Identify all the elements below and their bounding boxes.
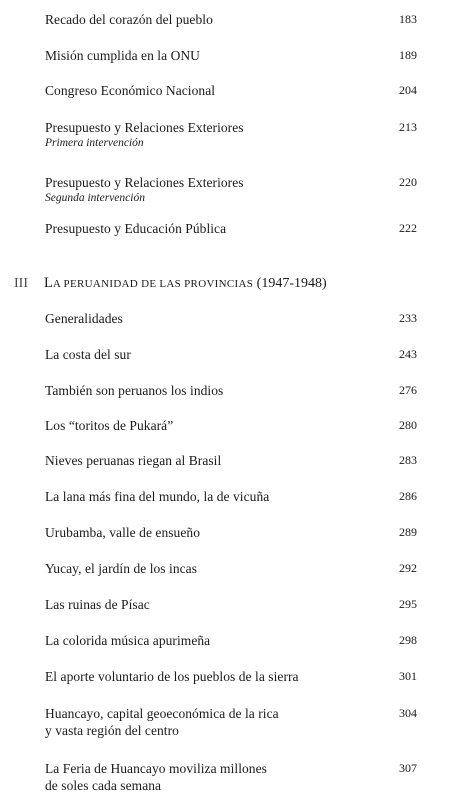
toc-entry-title: La costa del sur — [45, 347, 131, 362]
toc-entry-page: 276 — [399, 383, 417, 397]
toc-entry-title: Presupuesto y Educación Pública — [45, 221, 227, 236]
toc-entry — [45, 310, 417, 327]
toc-entry — [45, 346, 417, 363]
toc-entry-title: Presupuesto y Relaciones Exteriores — [45, 175, 244, 190]
toc-entry — [45, 11, 417, 28]
section-title-initial: L — [44, 275, 53, 291]
toc-entry-title: Los “toritos de Pukará” — [45, 418, 174, 433]
section-title-rest: A PERUANIDAD DE LAS PROVINCIAS — [52, 278, 254, 290]
section-heading — [14, 274, 454, 293]
toc-entry-page: 222 — [399, 221, 417, 235]
toc-entry-page: 292 — [399, 561, 417, 575]
toc-entry-page: 220 — [399, 175, 417, 189]
toc-entry — [45, 560, 417, 577]
toc-entry-title: Yucay, el jardín de los incas — [45, 561, 198, 576]
toc-entry-page: 283 — [399, 453, 417, 467]
toc-entry-title: Recado del corazón del pueblo — [45, 12, 213, 27]
toc-entry-page: 183 — [399, 12, 417, 26]
toc-entry — [45, 452, 417, 469]
toc-entry-page: 189 — [399, 48, 417, 62]
toc-entry-page: 280 — [399, 418, 417, 432]
toc-entry-subtitle: Primera intervención — [45, 137, 144, 149]
toc-entry-title: Las ruinas de Písac — [45, 597, 150, 612]
toc-entry-title: Nieves peruanas riegan al Brasil — [45, 453, 222, 468]
toc-entry-page: 301 — [399, 669, 417, 683]
toc-entry-title: También son peruanos los indios — [45, 383, 224, 398]
toc-entry-page: 298 — [399, 633, 417, 647]
toc-entry — [45, 488, 417, 505]
toc-entry — [45, 524, 417, 541]
toc-entry-subtitle: Segunda intervención — [45, 192, 145, 204]
toc-entry-title: El aporte voluntario de los pueblos de la sierra — [45, 669, 299, 684]
section-number: III — [14, 276, 28, 291]
toc-entry-title: Congreso Económico Nacional — [45, 83, 216, 98]
toc-entry-title: Urubamba, valle de ensueño — [45, 525, 200, 540]
toc-entry-title: Generalidades — [45, 311, 123, 326]
toc-entry-page: 304 — [399, 706, 417, 720]
toc-entry-title: La Feria de Huancayo moviliza millones — [45, 761, 267, 776]
toc-entry — [45, 82, 417, 99]
section-title-years: (1947-1948) — [253, 276, 327, 291]
toc-entry-title: Presupuesto y Relaciones Exteriores — [45, 120, 244, 135]
toc-entry-title: Huancayo, capital geoeconómica de la rica — [45, 706, 279, 721]
toc-entry — [45, 220, 417, 237]
toc-entry — [45, 47, 417, 64]
toc-entry-page: 295 — [399, 597, 417, 611]
toc-entry-title: La lana más fina del mundo, la de vicuña — [45, 489, 270, 504]
toc-entry-page: 233 — [399, 311, 417, 325]
toc-entry-page: 289 — [399, 525, 417, 539]
toc-entry — [45, 668, 417, 685]
toc-entry-page: 243 — [399, 347, 417, 361]
toc-entry-page: 286 — [399, 489, 417, 503]
toc-entry — [45, 632, 417, 649]
toc-entry — [45, 705, 417, 739]
toc-entry-title-line2: y vasta región del centro — [45, 723, 179, 738]
toc-entry-page: 204 — [399, 83, 417, 97]
toc-entry-page: 307 — [399, 761, 417, 775]
toc-entry — [45, 417, 417, 434]
toc-entry — [45, 174, 417, 205]
toc-entry-page: 213 — [399, 120, 417, 134]
toc-entry-title: La colorida música apurimeña — [45, 633, 211, 648]
toc-entry-title: Misión cumplida en la ONU — [45, 48, 200, 63]
toc-entry-title-line2: de soles cada semana — [45, 778, 162, 793]
toc-entry — [45, 760, 417, 794]
toc-entry — [45, 119, 417, 150]
toc-entry — [45, 596, 417, 613]
toc-entry — [45, 382, 417, 399]
